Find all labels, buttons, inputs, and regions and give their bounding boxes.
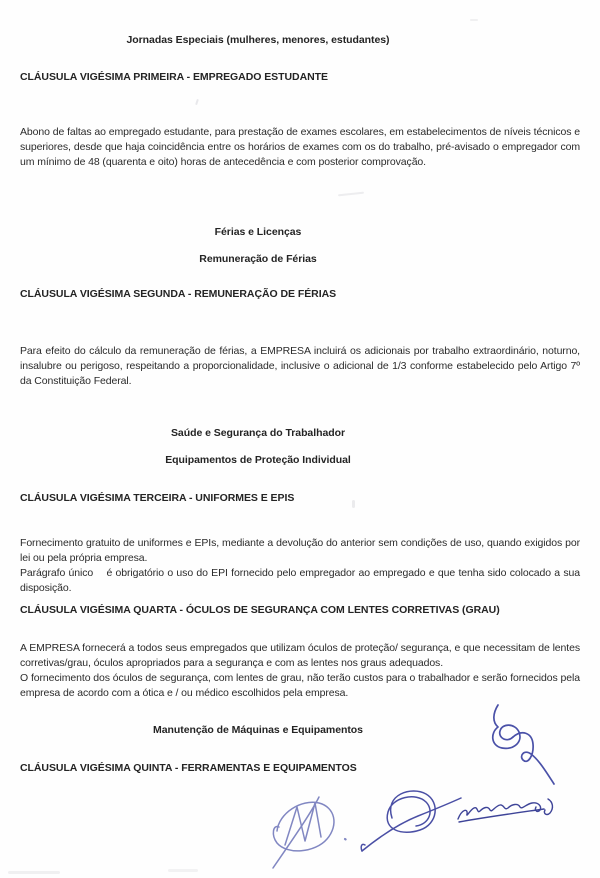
clause-24-heading: CLÁUSULA VIGÉSIMA QUARTA - ÓCULOS DE SEGURANÇA COM LENTES CORRETIVAS (GRAU) [20,604,500,616]
signature-3 [454,798,574,830]
group-heading-ferias-e-licencas: Férias e Licenças [214,226,302,238]
signature-1 [263,791,355,875]
group-heading-saude-e-seguranca: Saúde e Segurança do Trabalhador [170,427,346,439]
scan-artifact [352,500,355,508]
clause-23-heading: CLÁUSULA VIGÉSIMA TERCEIRA - UNIFORMES E EPIS [20,492,295,504]
clause-24-body-paragraph-1: A EMPRESA fornecerá a todos seus empregados que utilizam óculos de proteção/ segurança, e que necessitam de lentes corretivas/grau, óculos apropriados para a segurança e com as lentes nos graus adequados. [20,642,580,669]
clause-25-heading: CLÁUSULA VIGÉSIMA QUINTA - FERRAMENTAS E EQUIPAMENTOS [20,762,357,774]
clause-21-heading: CLÁUSULA VIGÉSIMA PRIMEIRA - EMPREGADO ESTUDANTE [20,71,328,83]
group-heading-remuneracao-de-ferias: Remuneração de Férias [199,253,317,265]
scan-artifact [8,871,60,874]
clause-24-body-paragraph-2: O fornecimento dos óculos de segurança, com lentes de grau, não terão custos para o trabalhador e serão fornecidos pela empresa de acordo com a ótica e / ou médico escolhidos pela empresa. [20,672,580,699]
group-heading-jornadas-especiais: Jornadas Especiais (mulheres, menores, estudantes) [126,34,390,46]
clause-23-body-paragraph-1: Fornecimento gratuito de uniformes e EPIs, mediante a devolução do anterior sem condições de uso, quando exigidos por lei ou pela própria empresa. [20,537,580,564]
signature-2 [354,784,468,856]
clause-21-body: Abono de faltas ao empregado estudante, para prestação de exames escolares, em estabelecimentos de níveis técnicos e superiores, desde que haja coincidência entre os horários de exames com os do trabalho, pré-avisado o empregador com um mínimo de 48 (quarenta e oito) horas de antecedência e com posterior comprovação. [20,126,580,168]
clause-23-body-paragraph-2: Parágrafo único é obrigatório o uso do EPI fornecido pelo empregador ao empregado e que tenha sido colocado a sua disposição. [20,567,580,594]
clause-22-heading: CLÁUSULA VIGÉSIMA SEGUNDA - REMUNERAÇÃO DE FÉRIAS [20,288,337,300]
group-heading-equipamentos-protecao: Equipamentos de Proteção Individual [165,454,351,466]
clause-23-body [20,536,580,596]
scan-artifact [168,869,198,872]
scan-artifact [470,19,478,21]
scan-artifact [195,99,199,105]
group-heading-manutencao-maquinas: Manutenção de Máquinas e Equipamentos [153,724,363,736]
scan-artifact [338,192,364,197]
clause-22-body: Para efeito do cálculo da remuneração de férias, a EMPRESA incluirá os adicionais por trabalho extraordinário, noturno, insalubre ou perigoso, respeitando a proporcionalidade, inclusive o adicional de 1/3 conforme estabelecido pelo Artigo 7º da Constituição Federal. [20,345,580,387]
clause-24-body [20,641,580,701]
